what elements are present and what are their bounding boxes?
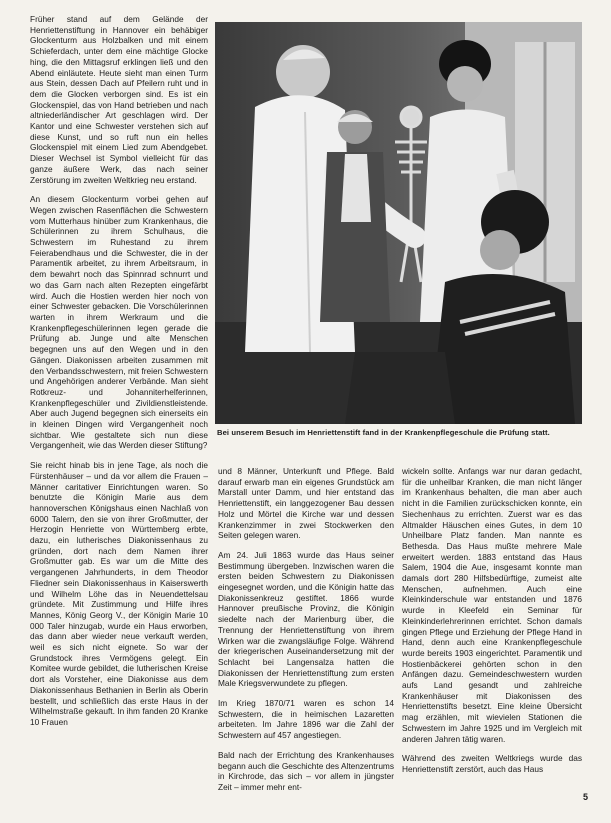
- paragraph: Sie reicht hinab bis in jene Tage, als noch die Fürstenhäuser – und da vor allem die Frauen – Männer caritativer Einrichtungen waren. So benutzte die Königin Marie aus dem hannoverschen Königshaus einen Nachlaß von 6000 Talern, den sie von ihrer Großmutter, der Herzogin Henriette von Württemberg erbte, dazu, ein lutherisches Diakonissenhaus zu gründen, dort nach dem Namen ihrer Großmutter gab. Es war um die Mitte des vergangenen Jahrhunderts, in dem Theodor Fliedner sein Diakonissenhaus in Kaiserswerth und Wilhelm Löhe das in Neuendettelsau gründete. Mit Zustimmung und Hilfe ihres Mannes, König Georg V., der Königin Marie 10 000 Taler hinzugab, wurde ein Haus erworben, das dann aber wieder neue verkauft werden, weil es sich nicht eignete. So war der Grundstock ihres Vermögens gelegt. Ein Komitee wurde gebildet, die lutherischen Kreise dort als Vorsteher, eine Diakonisse aus dem Diakonissenhaus Bethanien in Berlin als Oberin bestellt, und schließlich das erste Haus in der Wilhelmstraße gekauft. In ihm fanden 20 Kranke 10 Frauen: [30, 460, 208, 727]
- exam-photo: [215, 22, 582, 424]
- paragraph: und 8 Männer, Unterkunft und Pflege. Bald darauf erwarb man ein eigenes Grundstück am Marstall unter Damm, und hier entstand das Henriettenstift, ein langgezogener Bau dessen Holz und Mörtel die Kirche war und dessen Krankenzimmer in zwei Stockwerken den Seiten gelegen waren.: [218, 466, 394, 541]
- paragraph: Während des zweiten Weltkriegs wurde das Henriettenstift zerstört, auch das Haus: [402, 753, 582, 774]
- article-column-middle: [218, 466, 394, 804]
- exam-photo-illustration: [215, 22, 582, 424]
- paragraph: Früher stand auf dem Gelände der Henriettenstiftung in Hannover ein behäbiger Glockenturm aus Holzbalken und mit einem Schieferdach, unter dem eine mächtige Glocke hing, die den Mittagsruf erklingen ließ und den Abend einläutete. Heute sieht man einen Turm aus Stein, dessen Dach auf Pfeilern ruht und in dem die Glocken verborgen sind. Es ist ein Glockenspiel, das von Hand betrieben und nach altniederländischer Art geschlagen wird. Der Kantor und eine Schwester verstehen sich auf diese Kunst, und so ruft nun ein helles Glockenspiel mit einem Lied zum Abendgebet. Dieser Wechsel ist Symbol vielleicht für das ganze äußere Werk, das nach seiner Zerstörung im zweiten Weltkrieg neu erstand.: [30, 14, 208, 185]
- paragraph: Am 24. Juli 1863 wurde das Haus seiner Bestimmung übergeben. Inzwischen waren die ersten beiden Schwestern zu Diakonissen eingesegnet worden, und die Königin hatte das Diakonissenkreuz gestiftet. 1866 wurde Hannover preußische Provinz, die Königin siedelte nach der Marienburg über, die Trennung der Henriettenstiftung von ihrem Wirken war die zwangsläufige Folge. Während der kriegerischen Auseinandersetzung mit der Schlacht bei Langensalza hatten die Diakonissen der Henriettenstiftung zum ersten Male Kriegsverwundete zu pflegen.: [218, 549, 394, 689]
- article-column-right: [402, 466, 582, 804]
- paragraph: wickeln sollte. Anfangs war nur daran gedacht, für die unheilbar Kranken, die man nicht länger im Krankenhaus behalten, die man aber auch nicht in die Familien zurückschicken konnte, ein Siechenhaus zu errichten. Zuerst war es das Altmalder Häuschen eines Gutes, in dem 10 Unheilbare Platz fanden. Man nannte es Bethesda. Das Haus mußte mehrere Male erweitert werden. 1883 entstand das Haus Salem, 1904 die Aue, insgesamt konnte man damals dort 280 Hilfsbedürftige, zumeist alte Menschen, aufnehmen. Auch eine Kleinkinderschule war entstanden und 1876 wurde in Kleefeld ein Seminar für Kleinkinderlehrerinnen errichtet. Schon damals gingen Pflege und Erziehung der Pflege Hand in Hand, denn auch eine Krankenpflegeschule wurde bereits 1903 eingerichtet. Paramentik und Hostienbäckerei gehörten schon in den Anfängen dazu. Gemeindeschwestern wurden aufs Land gesandt und zahlreiche Krankenhäuser mit Diakonissen des Henriettenstifts besetzt. Eine kleine Übersicht mag erzählen, mit wievielen Stationen die Schwestern im Jahre 1925 und im Vergleich mit anderen Jahren tätig waren.: [402, 466, 582, 744]
- paragraph: Bald nach der Errichtung des Krankenhauses begann auch die Geschichte des Altenzentrums in Kirchrode, das sich – vor allem in jüngster Zeit – immer mehr ent-: [218, 749, 394, 792]
- article-column-left: [30, 14, 208, 804]
- page-number: 5: [583, 792, 589, 802]
- paragraph: Im Krieg 1870/71 waren es schon 14 Schwestern, die in heimischen Lazaretten arbeiteten. Im Jahre 1896 war die Zahl der Schwestern auf 457 angestiegen.: [218, 698, 394, 741]
- paragraph: An diesem Glockenturm vorbei gehen auf Wegen zwischen Rasenflächen die Schwestern vom Mutterhaus hinüber zum Krankenhaus, die Schülerinnen zu ihrem Schulhaus, die Schwestern im Ruhestand zu ihrem Feierabendhaus und die Schwester, die in der Paramentik arbeitet, zu ihrem Arbeitsraum, in dem bewahrt noch das Spinnrad schnurrt und wo das Garn nach alten Rezepten eingefärbt wird. Auch die Hostien werden hier noch von einer Schwester gebacken. Die Vorschülerinnen warten in ihrem Werkraum und die Krankenpflegeschülerinnen legen gerade die Prüfung ab. Junge und alte Menschen begegnen uns auf den Wegen und in den Gängen. Diakonissen arbeiten zusammen mit den Verbandsschwestern, mit freien Schwestern und Angehörigen anderer Verbände. Man sieht Rotkreuz- und Johanniterhelferinnen, Krankenpflegeschüler und Zivildienstleistende. Aber auch Jugend begegnen sich einerseits ein in kleinen Dingen wird Vergangenheit noch sichtbar. Wie gestaltete sich nun diese Vergangenheit, wie das Werden dieser Stiftung?: [30, 194, 208, 451]
- photo-caption: Bei unserem Besuch im Henriettenstift fand in der Krankenpflegeschule die Prüfung statt.: [217, 428, 550, 437]
